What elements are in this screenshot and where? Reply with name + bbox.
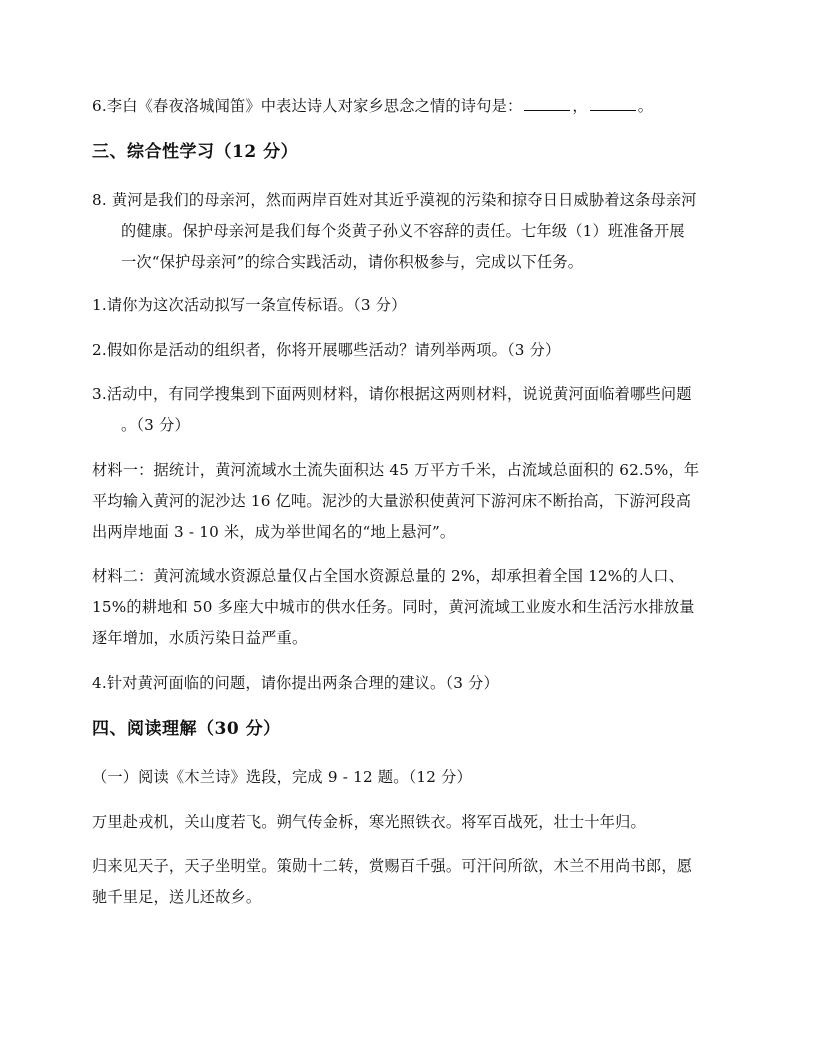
task-3-line-2: 。（3 分） <box>121 416 190 434</box>
material-1-line-3: 出两岸地面 3 - 10 米，成为举世闻名的“地上悬河”。 <box>92 523 456 541</box>
question-8-line-3: 一次“保护母亲河”的综合实践活动，请你积极参与，完成以下任务。 <box>121 253 584 271</box>
material-1-line-1: 材料一：据统计，黄河流域水土流失面积达 45 万平方千米，占流域总面积的 62.5%，年 <box>92 461 700 479</box>
question-6 <box>92 96 653 116</box>
material-2-line-2: 15%的耕地和 50 多座大中城市的供水任务。同时，黄河流域工业废水和生活污水排放量 <box>92 598 695 616</box>
question-6-separator: ， <box>572 97 588 115</box>
section-4-heading: 四、阅读理解（30 分） <box>92 719 281 739</box>
task-4: 4.针对黄河面临的问题，请你提出两条合理的建议。（3 分） <box>92 674 499 692</box>
reading-1-title: （一）阅读《木兰诗》选段，完成 9 - 12 题。（12 分） <box>92 768 472 786</box>
question-6-text: 6.李白《春夜洛城闻笛》中表达诗人对家乡思念之情的诗句是： <box>92 97 523 115</box>
answer-blank-2 <box>590 96 636 111</box>
poem-paragraph-2-line-2: 驰千里足，送儿还故乡。 <box>92 888 262 906</box>
task-3-line-1: 3.活动中，有同学搜集到下面两则材料，请你根据这两则材料，说说黄河面临着哪些问题 <box>92 385 692 403</box>
poem-paragraph-1: 万里赴戎机，关山度若飞。朔气传金柝，寒光照铁衣。将军百战死，壮士十年归。 <box>92 813 646 831</box>
question-8-line-1: 8. 黄河是我们的母亲河，然而两岸百姓对其近乎漠视的污染和掠夺日日威胁着这条母亲河 <box>92 191 697 209</box>
poem-paragraph-2-line-1: 归来见天子，天子坐明堂。策勋十二转，赏赐百千强。可汗问所欲，木兰不用尚书郎，愿 <box>92 857 693 875</box>
question-8-line-2: 的健康。保护母亲河是我们每个炎黄子孙义不容辞的责任。七年级（1）班准备开展 <box>121 222 685 240</box>
task-2: 2.假如你是活动的组织者，你将开展哪些活动？请列举两项。（3 分） <box>92 341 561 359</box>
material-1-line-2: 平均输入黄河的泥沙达 16 亿吨。泥沙的大量淤积使黄河下游河床不断抬高，下游河段高 <box>92 492 692 510</box>
material-2-line-1: 材料二：黄河流域水资源总量仅占全国水资源总量的 2%，却承担着全国 12%的人口、 <box>92 567 685 585</box>
question-6-end: 。 <box>637 97 654 115</box>
task-1: 1.请你为这次活动拟写一条宣传标语。（3 分） <box>92 296 407 314</box>
section-3-heading: 三、综合性学习（12 分） <box>92 142 299 162</box>
answer-blank-1 <box>524 96 570 111</box>
material-2-line-3: 逐年增加，水质污染日益严重。 <box>92 629 308 647</box>
